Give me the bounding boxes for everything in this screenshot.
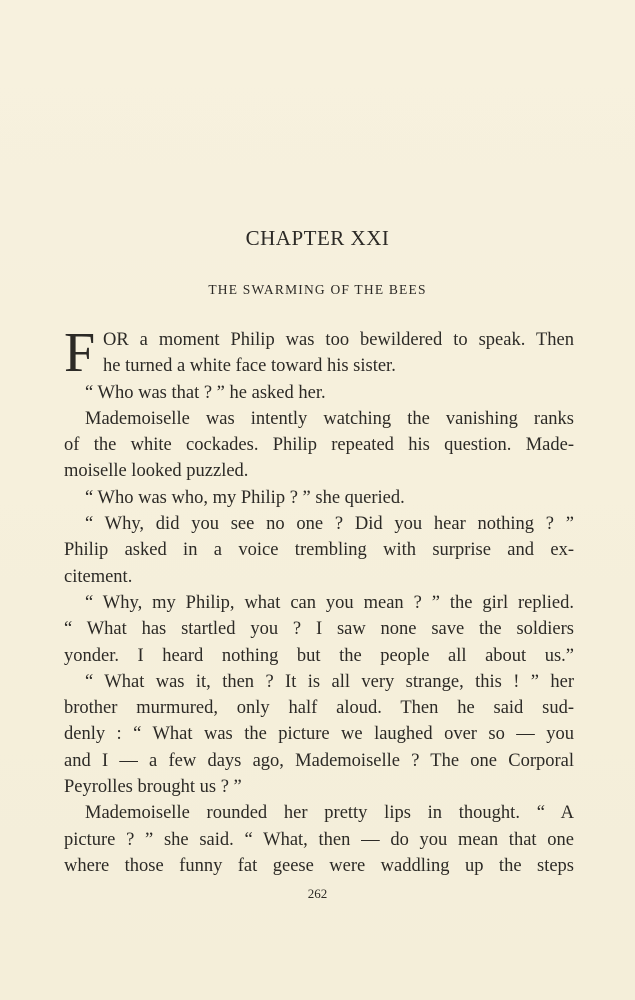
page-number: 262 xyxy=(307,886,328,901)
chapter-subtitle: THE SWARMING OF THE BEES xyxy=(208,282,427,297)
text-line: moiselle looked puzzled. xyxy=(64,461,249,482)
text-line: picture ? ” she said. “ What, then — do you mean that one xyxy=(64,829,574,850)
text-line: “ What was it, then ? It is all very strange, this ! ” her xyxy=(85,671,574,692)
body-text xyxy=(64,322,574,879)
text-line: “ Who was that ? ” he asked her. xyxy=(85,382,326,403)
text-line: brother murmured, only half aloud. Then he said sud- xyxy=(64,698,574,719)
text-line: OR a moment Philip was too bewildered to speak. Then xyxy=(103,330,574,350)
drop-cap: F xyxy=(64,322,96,384)
chapter-title: CHAPTER XXI xyxy=(245,226,390,250)
text-line: “ What has startled you ? I saw none save the soldiers xyxy=(64,619,574,640)
text-line: Mademoiselle rounded her pretty lips in thought. “ A xyxy=(85,803,574,824)
text-line: denly : “ What was the picture we laughed over so — you xyxy=(64,724,574,745)
text-line: Philip asked in a voice trembling with surprise and ex- xyxy=(64,540,574,561)
text-line: “ Who was who, my Philip ? ” she queried. xyxy=(85,487,405,508)
text-line: where those funny fat geese were waddling up the steps xyxy=(64,855,574,876)
text-line: Peyrolles brought us ? ” xyxy=(64,777,242,798)
text-line: he turned a white face toward his sister. xyxy=(103,356,396,377)
text-line: citement. xyxy=(64,566,133,587)
text-line: Mademoiselle was intently watching the vanishing ranks xyxy=(85,408,574,429)
text-line: of the white cockades. Philip repeated his question. Made- xyxy=(64,435,574,456)
text-line: yonder. I heard nothing but the people all about us.” xyxy=(64,645,574,666)
text-line: “ Why, my Philip, what can you mean ? ” the girl replied. xyxy=(85,592,574,613)
text-line: and I — a few days ago, Mademoiselle ? The one Corporal xyxy=(64,750,574,771)
text-line: “ Why, did you see no one ? Did you hear nothing ? ” xyxy=(85,514,574,535)
